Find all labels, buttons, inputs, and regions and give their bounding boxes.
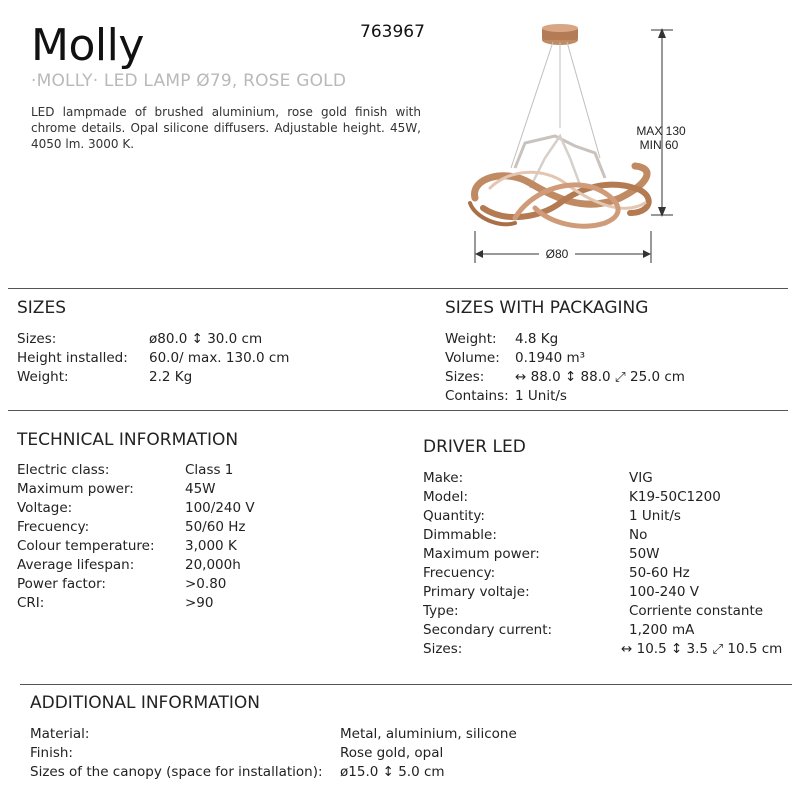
list-item: Primary voltaje: 100-240 V xyxy=(423,584,699,600)
product-title: Molly xyxy=(31,20,144,71)
list-item: Colour temperature: 3,000 K xyxy=(17,538,237,554)
list-item: Sizes: ø80.0 ↕ 30.0 cm xyxy=(17,331,263,347)
list-item: Sizes: ↔ 10.5 ↕ 3.5 ⤢ 10.5 cm xyxy=(423,641,783,657)
list-item: Type: Corriente constante xyxy=(423,603,764,619)
list-item: Quantity: 1 Unit/s xyxy=(423,508,681,524)
list-item: Frecuency: 50/60 Hz xyxy=(17,519,246,535)
divider xyxy=(20,684,792,685)
diameter-label: Ø80 xyxy=(545,247,569,261)
list-item: Electric class: Class 1 xyxy=(17,462,234,478)
list-item: Weight: 2.2 Kg xyxy=(17,369,193,385)
list-item: Maximum power: 45W xyxy=(17,481,216,497)
list-item: Average lifespan: 20,000h xyxy=(17,557,241,573)
list-item: Maximum power: 50W xyxy=(423,546,660,562)
driver-title: DRIVER LED xyxy=(423,437,526,457)
list-item: Finish: Rose gold, opal xyxy=(30,745,444,761)
sizes-title: SIZES xyxy=(17,298,66,318)
list-item: Secondary current: 1,200 mA xyxy=(423,622,695,638)
divider xyxy=(8,410,788,411)
list-item: Height installed: 60.0/ max. 130.0 cm xyxy=(17,350,290,366)
list-item: Weight: 4.8 Kg xyxy=(445,331,559,347)
technical-list xyxy=(17,461,397,613)
list-item: Make: VIG xyxy=(423,470,653,486)
list-item: Sizes of the canopy (space for installation): ø15.0 ↕ 5.0 cm xyxy=(30,764,445,780)
product-subtitle: ·MOLLY· LED LAMP Ø79, ROSE GOLD xyxy=(31,71,347,91)
packaging-title: SIZES WITH PACKAGING xyxy=(445,298,649,318)
technical-title: TECHNICAL INFORMATION xyxy=(17,430,239,450)
height-min-label: MIN 60 xyxy=(639,138,679,152)
driver-list xyxy=(423,469,793,659)
additional-title: ADDITIONAL INFORMATION xyxy=(30,693,260,713)
list-item: CRI: >90 xyxy=(17,595,214,611)
additional-list xyxy=(30,725,650,782)
packaging-list xyxy=(445,330,785,406)
list-item: Volume: 0.1940 m³ xyxy=(445,350,586,366)
list-item: Dimmable: No xyxy=(423,527,648,543)
list-item: Power factor: >0.80 xyxy=(17,576,227,592)
divider xyxy=(8,288,788,289)
list-item: Contains: 1 Unit/s xyxy=(445,388,567,404)
product-description: LED lampmade of brushed aluminium, rose gold finish with chrome details. Opal silicone diffusers. Adjustable height. 45W, 4050 lm. 3000 K. xyxy=(31,105,421,151)
list-item: Frecuency: 50-60 Hz xyxy=(423,565,690,581)
list-item: Voltage: 100/240 V xyxy=(17,500,255,516)
product-code: 763967 xyxy=(360,22,425,42)
list-item: Material: Metal, aluminium, silicone xyxy=(30,726,517,742)
list-item: Sizes: ↔ 88.0 ↕ 88.0 ⤢ 25.0 cm xyxy=(445,369,685,385)
lamp-product-image xyxy=(455,18,705,268)
list-item: Model: K19-50C1200 xyxy=(423,489,721,505)
height-max-label: MAX 130 xyxy=(636,124,686,138)
sizes-list xyxy=(17,330,417,387)
